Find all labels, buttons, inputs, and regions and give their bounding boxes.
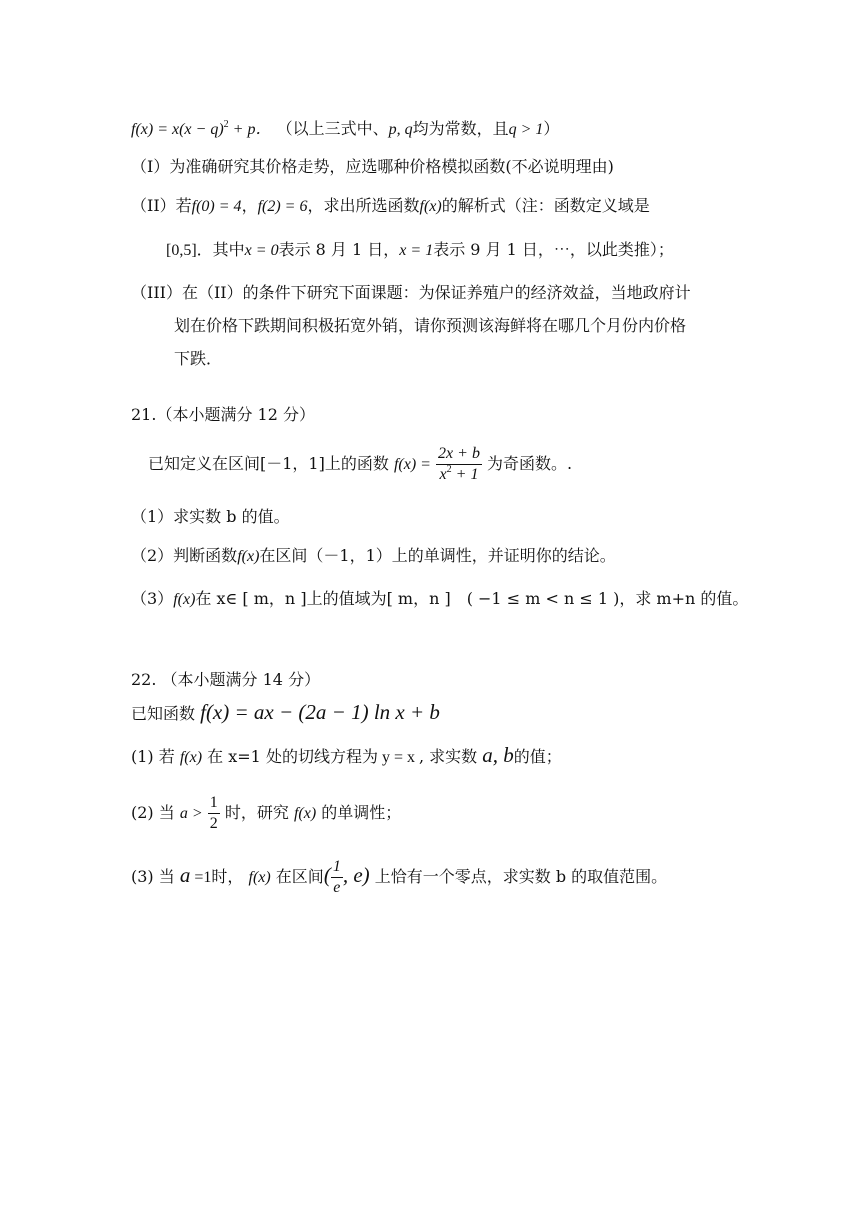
q20-part-2-text: ，求出所选函数	[307, 196, 420, 215]
q22-formula: f(x) = ax − (2a − 1) ln x + b	[200, 700, 440, 724]
q20-part-2-line-2	[166, 238, 674, 263]
q21-denominator	[436, 465, 482, 485]
q20-fx: f(x)	[419, 198, 442, 215]
q20-aug: 表示 8 月 1 日，	[278, 240, 400, 259]
q20-x1: x = 1	[399, 242, 434, 259]
q22-part-1-pre: (1) 若	[131, 747, 175, 766]
q21-stem-post: 为奇函数。.	[487, 454, 573, 473]
q20-note-condition: q > 1	[508, 121, 544, 138]
q20-part-2-text-2: ．其中	[196, 240, 245, 259]
q21-stem	[148, 442, 572, 487]
q22-part-3-pre: (3) 当	[131, 867, 175, 886]
q22-part-3-mid: 时，	[211, 867, 244, 886]
q20-part-2-label: （II）若	[131, 196, 192, 215]
q22-part-2-pre: (2) 当	[131, 803, 175, 822]
q20-part-3-line-2: 划在价格下跌期间积极拓宽外销，请你预测该海鲜将在哪几个月份内价格	[174, 316, 687, 335]
q20-part-1: （I）为准确研究其价格走势，应选哪种价格模拟函数(不必说明理由)	[131, 157, 614, 176]
q22-stem-pre: 已知函数	[131, 704, 196, 723]
q22-part-1	[131, 743, 562, 770]
q22-part-1-mid: 在 x=1 处的切线方程为	[207, 747, 378, 766]
q21-part-3-fx: f(x)	[173, 591, 196, 608]
q21-den-exp: 2	[446, 464, 452, 475]
q21-header: 21.（本小题满分 12 分）	[131, 405, 315, 424]
q21-fx: f(x) =	[393, 456, 431, 473]
q21-part-3	[131, 587, 748, 612]
q22-part-1-end: 的值；	[513, 747, 562, 766]
q22-part-3-denominator: e	[333, 879, 341, 896]
q22-header: 22. （本小题满分 14 分）	[131, 670, 321, 689]
q22-part-3-a: a	[179, 863, 191, 887]
q20-part-3-line-3: 下跌．	[174, 349, 223, 368]
q20-note-mid: 均为常数，且	[412, 119, 509, 138]
q21-fraction	[436, 444, 482, 485]
q22-part-3-mid2: 在区间	[275, 867, 324, 886]
q20-formula-tail: + p．	[228, 121, 272, 138]
q20-part-2-note: 的解析式（注：函数定义域是	[441, 196, 650, 215]
q20-x0: x = 0	[244, 242, 279, 259]
q20-condition-f2: f(2) = 6	[257, 198, 308, 215]
q22-part-2-fx: f(x)	[293, 805, 317, 822]
q21-part-3-text: 在 x∈ [ m，n ]上的值域为[ m，n ] ( −1 ≤ m < n ≤ 1 )，求 m+n 的值。	[195, 589, 749, 608]
q21-part-2-post: 在区间（－1，1）上的单调性，并证明你的结论。	[259, 546, 616, 565]
q20-note-end: ）	[543, 119, 560, 138]
q22-part-2-mid: 时，研究	[224, 803, 289, 822]
q22-part-2-denominator: 2	[209, 815, 218, 832]
q22-part-3-rest: , e)	[342, 863, 370, 887]
q22-part-1-vars: a, b	[482, 743, 514, 767]
q21-stem-pre: 已知定义在区间[－1，1]上的函数	[148, 454, 389, 473]
q21-part-2	[131, 544, 616, 569]
q22-part-3-fx: f(x)	[248, 869, 271, 886]
q21-part-2-fx: f(x)	[237, 548, 260, 565]
q21-part-2-pre: （2）判断函数	[131, 546, 238, 565]
q20-condition-f0: f(0) = 4	[191, 198, 242, 215]
q22-part-1-post: , 求实数	[418, 747, 478, 766]
q20-part-3-line-1: （III）在（II）的条件下研究下面课题：为保证养殖户的经济效益，当地政府计	[131, 283, 691, 302]
q20-formula-line	[131, 117, 559, 142]
q22-part-3-numerator: 1	[331, 857, 343, 878]
q22-part-3-open: (	[323, 863, 331, 887]
q21-den-tail: + 1	[451, 466, 479, 483]
q21-part-3-pre: （3）	[131, 589, 174, 608]
q22-part-3-eq: =1	[190, 869, 212, 886]
q20-note-vars: p, q	[388, 121, 413, 138]
q22-part-2-fraction	[208, 793, 220, 834]
q20-domain: [0,5]	[166, 242, 197, 259]
q21-part-1: （1）求实数 b 的值。	[131, 507, 290, 526]
q21-numerator: 2x + b	[436, 444, 482, 465]
q22-stem	[131, 700, 440, 726]
q22-part-2-numerator: 1	[208, 793, 220, 814]
q22-part-1-fx: f(x)	[179, 749, 203, 766]
q21-den-base: x	[439, 466, 447, 483]
q20-sep-text: 表示 9 月 1 日，⋯，以此类推）；	[433, 240, 674, 259]
q22-part-3	[131, 853, 667, 900]
q20-formula-exponent: 2	[223, 119, 229, 130]
q22-part-3-end: 上恰有一个零点，求实数 b 的取值范围。	[374, 867, 668, 886]
q22-part-3-fraction	[331, 857, 343, 898]
q22-part-2	[131, 791, 401, 836]
q20-sep: ，	[241, 196, 258, 215]
q20-formula: f(x) = x(x − q)	[131, 121, 224, 138]
q20-part-2-line-1	[131, 194, 650, 219]
q22-part-1-tangent: y = x	[377, 749, 419, 766]
q20-note-pre: （以上三式中、	[276, 119, 389, 138]
q22-part-2-end: 的单调性；	[321, 803, 402, 822]
q22-part-2-a: a >	[179, 805, 203, 822]
